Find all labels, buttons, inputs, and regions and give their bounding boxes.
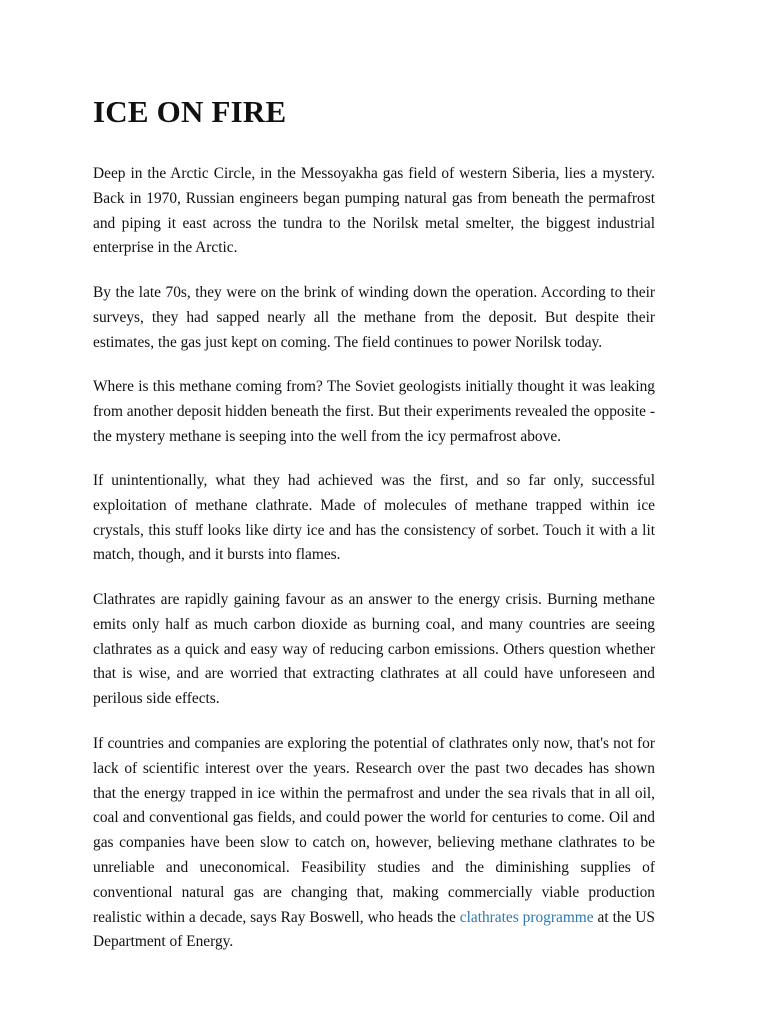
paragraph-5: Clathrates are rapidly gaining favour as an answer to the energy crisis. Burning methane emits only half as much carbon dioxide as burning coal, and many countries are seeing clathrates as a quick and easy way of reducing carbon emissions. Others question whether that is wise, and are worried that extracting clathrates at all could have unforeseen and perilous side effects.	[93, 591, 655, 708]
paragraph-2: By the late 70s, they were on the brink of winding down the operation. According to their surveys, they had sapped nearly all the methane from the deposit. But despite their estimates, the gas just kept on coming. The field continues to power Norilsk today.	[93, 284, 655, 351]
paragraph-1: Deep in the Arctic Circle, in the Messoyakha gas field of western Siberia, lies a mystery. Back in 1970, Russian engineers began pumping natural gas from beneath the permafrost and piping it east across the tundra to the Norilsk metal smelter, the biggest industrial enterprise in the Arctic.	[93, 165, 655, 257]
article-title: ICE ON FIRE	[93, 94, 287, 129]
paragraph-6-text-end: at the US Department of Energy.	[93, 908, 655, 951]
paragraph-3: Where is this methane coming from? The Soviet geologists initially thought it was leaking from another deposit hidden beneath the first. But their experiments revealed the opposite - the mystery methane is seeping into the well from the icy permafrost above.	[93, 378, 655, 445]
paragraph-4: If unintentionally, what they had achieved was the first, and so far only, successful exploitation of methane clathrate. Made of molecules of methane trapped within ice crystals, this stuff looks like dirty ice and has the consistency of sorbet. Touch it with a lit match, though, and it bursts into flames.	[93, 472, 655, 564]
clathrates-programme-link[interactable]: clathrates programme	[459, 908, 594, 926]
paragraph-6-text-start: If countries and companies are exploring the potential of clathrates only now, that's not for lack of scientific interest over the years. Research over the past two decades has shown that the energy trapped in ice within the permafrost and under the sea rivals that in all oil, coal and conventional gas fields, and could power the world for centuries to come. Oil and gas companies have been slow to catch on, however, believing methane clathrates to be unreliable and uneconomical. Feasibility studies and the diminishing supplies of conventional natural gas are changing that, making commercially viable production realistic within a decade, says Ray Boswell, who heads the	[93, 735, 655, 926]
paragraph-6	[93, 732, 655, 955]
